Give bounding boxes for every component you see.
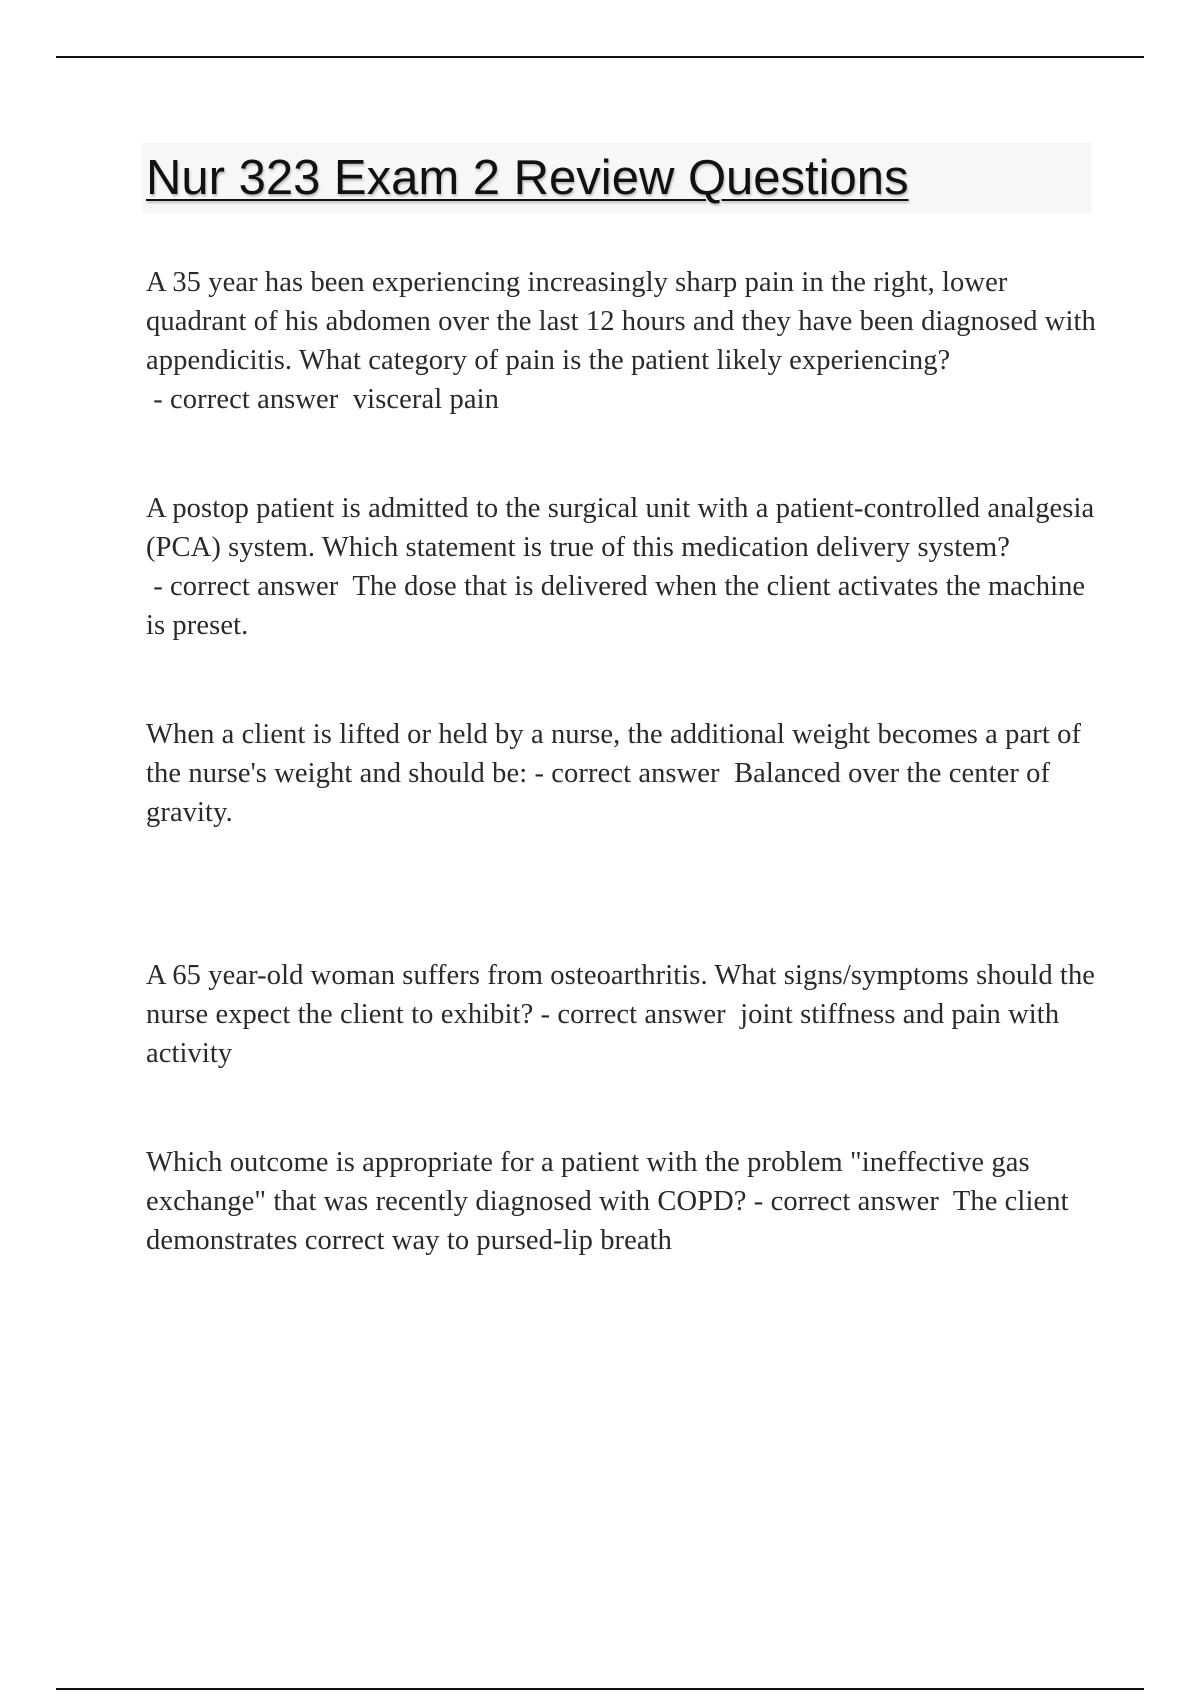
answer-text: joint stiffness and pain with activity: [146, 999, 1060, 1069]
top-divider: [56, 56, 1144, 58]
answer-separator: - correct answer: [746, 1186, 953, 1217]
qa-item: [146, 1143, 1096, 1260]
answer-text: The client demonstrates correct way to pursed-lip breath: [146, 1186, 1069, 1256]
answer-separator: - correct answer: [146, 571, 353, 602]
question-text: A 65 year-old woman suffers from osteoarthritis. What signs/symptoms should the nurse expect the client to exhibit?: [146, 960, 1096, 1030]
answer-text: visceral pain: [352, 384, 499, 415]
answer-separator: - correct answer: [146, 384, 353, 415]
document-title: Nur 323 Exam 2 Review Questions: [146, 151, 909, 205]
question-text: Which outcome is appropriate for a patient with the problem "ineffective gas exchange" that was recently diagnosed with COPD?: [146, 1147, 1030, 1217]
answer-text: The dose that is delivered when the client activates the machine is preset.: [146, 571, 1086, 641]
bottom-divider: [56, 1688, 1144, 1690]
question-text: When a client is lifted or held by a nurse, the additional weight becomes a part of the nurse's weight and should be:: [146, 719, 1082, 789]
qa-item: [146, 489, 1096, 645]
answer-separator: - correct answer: [527, 758, 735, 789]
answer-separator: - correct answer: [533, 999, 741, 1030]
answer-text: Balanced over the center of gravity.: [146, 758, 1051, 828]
qa-item: [146, 263, 1096, 419]
qa-item: [146, 715, 1096, 832]
question-text: A 35 year has been experiencing increasingly sharp pain in the right, lower quadrant of his abdomen over the last 12 hours and they have been diagnosed with appendicitis. What category of pain is the patient likely experiencing?: [146, 267, 1096, 376]
question-text: A postop patient is admitted to the surgical unit with a patient-controlled analgesia (PCA) system. Which statement is true of this medication delivery system?: [146, 493, 1095, 563]
qa-item: [146, 956, 1096, 1073]
